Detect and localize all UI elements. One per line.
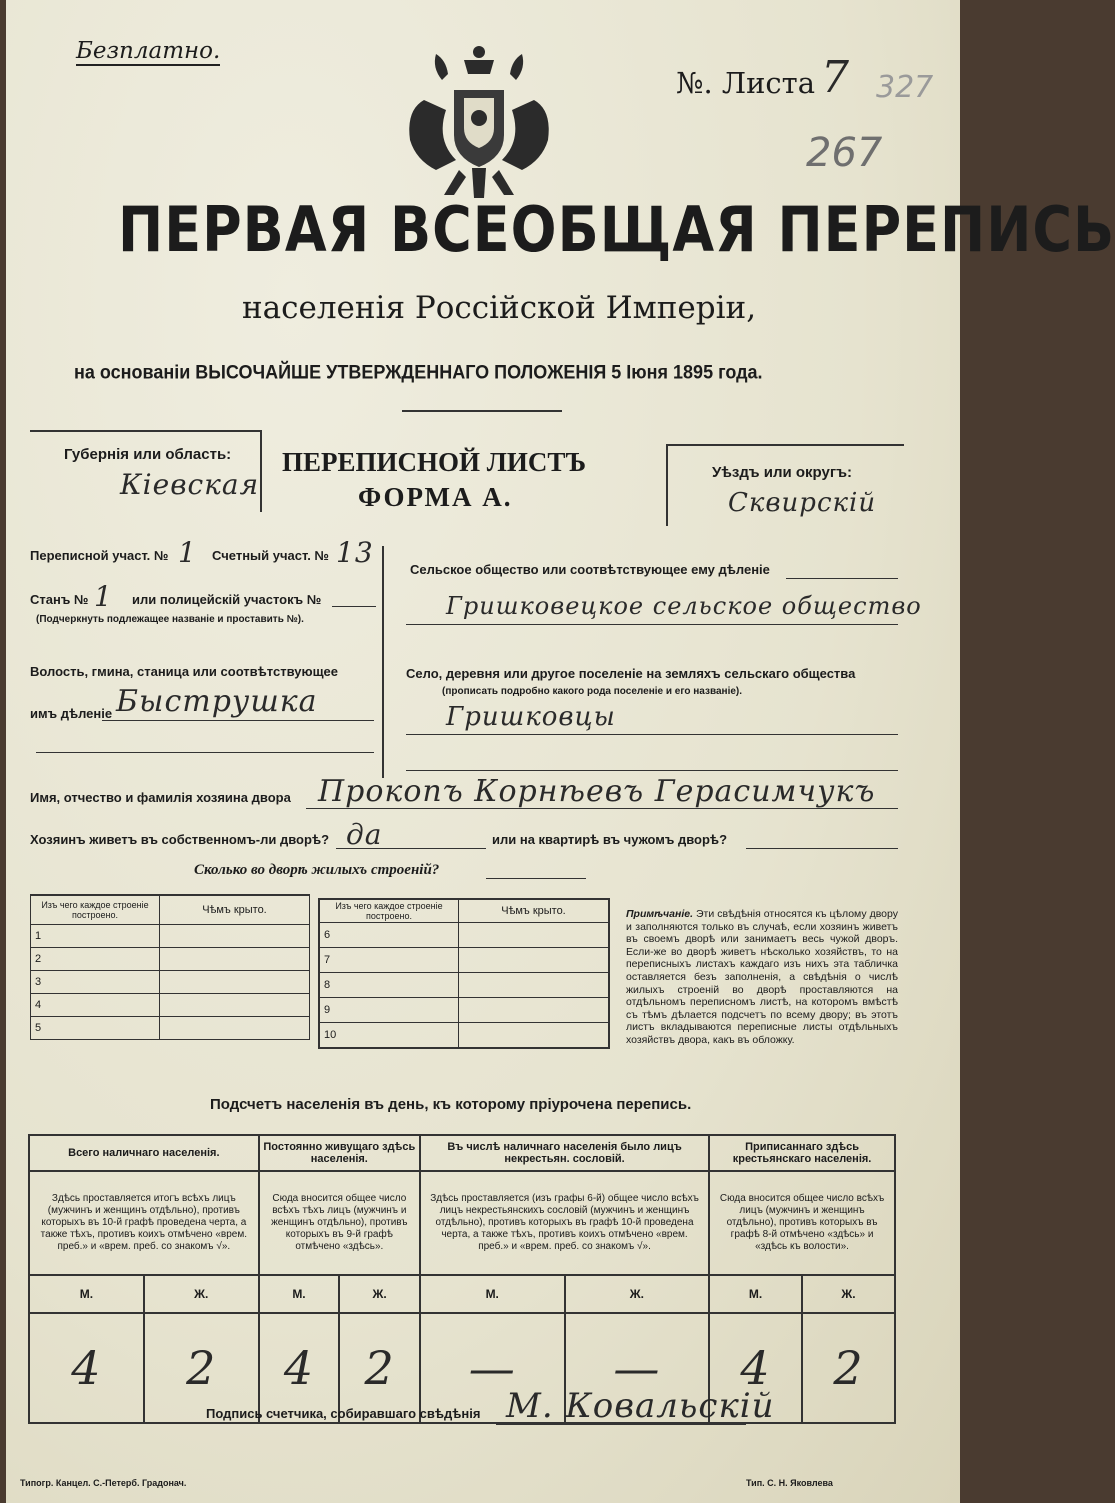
male-header: М. <box>259 1275 340 1313</box>
female-header: Ж. <box>339 1275 420 1313</box>
female-header: Ж. <box>802 1275 895 1313</box>
sheet-number-handwritten: 7 <box>821 52 850 103</box>
sheet-number-pencil: 327 <box>876 70 934 105</box>
col-roof-header: Чѣмъ крыто. <box>459 899 610 923</box>
province-label: Губернія или область: <box>64 446 232 463</box>
census-section-value: 1 <box>178 536 197 569</box>
row-number: 8 <box>319 973 459 998</box>
col-permanent-desc: Сюда вносится общее число всѣхъ тѣхъ лицъ (мужчинъ и женщинъ отдѣльно), противъ которыхъ въ 9-й графѣ отмѣчено «здѣсь». <box>259 1171 420 1275</box>
form-title: ФОРМА А. <box>358 482 513 512</box>
registered-female-value: 2 <box>802 1313 895 1423</box>
field-divider <box>382 546 384 778</box>
volost-label: Волость, гмина, станица или соотвѣтствующее <box>30 664 339 679</box>
row-number: 4 <box>31 994 160 1017</box>
row-number: 6 <box>319 923 459 948</box>
own-yard-value: да <box>346 818 383 851</box>
col-nonpeasant-title: Въ числѣ наличнаго населенія было лицъ некрестьян. сословій. <box>420 1135 709 1171</box>
population-heading: Подсчетъ населенія въ день, къ которому пріурочена перепись. <box>210 1096 692 1113</box>
permanent-female-value: 2 <box>339 1313 420 1423</box>
village-label: Село, деревня или другое поселеніе на земляхъ сельскаго общества <box>406 666 856 681</box>
society-label: Сельское общество или соотвѣтствующее ему дѣленіе <box>410 562 770 577</box>
society-value: Гришковецкое сельское общество <box>446 592 922 620</box>
col-built-header: Изъ чего каждое строеніе построено. <box>31 895 160 925</box>
division-value: Быструшка <box>116 684 318 719</box>
signature-value: М. Ковальскій <box>506 1386 775 1426</box>
village-value: Гришковцы <box>446 702 616 732</box>
district-label: Уѣздъ или округъ: <box>712 464 853 481</box>
stan-label: Станъ № <box>30 592 89 607</box>
buildings-table-right <box>318 898 610 1049</box>
row-number: 10 <box>319 1023 459 1049</box>
division-label: имъ дѣленіе <box>30 706 113 721</box>
census-sheet <box>6 0 1115 1503</box>
stan-value: 1 <box>94 580 113 613</box>
signature-label: Подпись счетчика, собиравшаго свѣдѣнія <box>206 1406 481 1421</box>
owner-name-label: Имя, отчество и фамилія хозяина двора <box>30 790 291 805</box>
population-table <box>28 1134 896 1424</box>
village-note: (прописать подробно какого рода поселеніе и его названіе). <box>442 686 743 697</box>
rent-label: или на квартирѣ въ чужомъ дворѣ? <box>492 832 728 847</box>
footer-right: Тип. С. Н. Яковлева <box>746 1478 833 1488</box>
col-built-header: Изъ чего каждое строеніе построено. <box>319 899 459 923</box>
registered-male-value: 4 <box>709 1313 802 1423</box>
col-roof-header: Чѣмъ крыто. <box>160 895 310 925</box>
row-number: 3 <box>31 971 160 994</box>
permanent-male-value: 4 <box>259 1313 340 1423</box>
total-male-value: 4 <box>29 1313 144 1423</box>
basis-line: на основаніи ВЫСОЧАЙШЕ УТВЕРЖДЕННАГО ПОЛОЖЕНІЯ 5 Іюня 1895 года. <box>74 360 763 383</box>
title-divider <box>402 410 562 412</box>
row-number: 2 <box>31 948 160 971</box>
province-box <box>30 430 262 512</box>
main-title: ПЕРВАЯ ВСЕОБЩАЯ ПЕРЕПИСЬ <box>118 193 1115 266</box>
imperial-eagle-emblem <box>404 40 554 205</box>
district-value: Сквирскій <box>728 488 877 518</box>
sheet-number-label: №. Листа <box>676 66 815 100</box>
subtitle: населенія Россійской Имперіи, <box>242 290 757 326</box>
row-number: 9 <box>319 998 459 1023</box>
district-box <box>666 444 904 526</box>
male-header: М. <box>709 1275 802 1313</box>
census-section-label: Переписной участ. № <box>30 548 169 563</box>
note-title: Примѣчаніе. <box>626 908 694 920</box>
male-header: М. <box>420 1275 565 1313</box>
own-yard-label: Хозяинъ живетъ въ собственномъ-ли дворѣ? <box>30 832 330 847</box>
list-title: ПЕРЕПИСНОЙ ЛИСТЪ <box>282 447 587 477</box>
col-registered-title: Приписаннаго здѣсь крестьянскаго населенія. <box>709 1135 895 1171</box>
total-female-value: 2 <box>144 1313 259 1423</box>
note-text: Эти свѣдѣнія относятся къ цѣлому двору и заполняются только въ случаѣ, если хозяинъ живетъ въ своемъ дворѣ или занимаетъ весь чужой дворъ. Если-же во дворѣ живетъ нѣсколько хозяйствъ, то на переписныхъ листахъ каждаго изъ нихъ эта табличка оставляется безъ заполненія, а свѣдѣнія о числѣ жилыхъ строеній во дворѣ проставляются на отдѣльномъ переписномъ листѣ, на которомъ вмѣстѣ съ тѣмъ дѣлается подсчетъ по всему двору; въ этотъ листъ вкладываются переписные листы отдѣльныхъ хозяйствъ двора, какъ въ обложку. <box>626 908 898 1046</box>
row-number: 1 <box>31 925 160 948</box>
col-permanent-title: Постоянно живущаго здѣсь населенія. <box>259 1135 420 1171</box>
underline-note: (Подчеркнуть подлежащее названіе и проставить №). <box>36 614 304 625</box>
col-nonpeasant-desc: Здѣсь проставляется (изъ графы 6-й) общее число всѣхъ лицъ некрестьянскихъ сословій (мужчинъ и женщинъ отдѣльно), противъ которыхъ въ графѣ 10-й проведена черта, а также тѣхъ, противъ коихъ отмѣчено «врем. преб.» и «врем. преб. со знакомъ √». <box>420 1171 709 1275</box>
pencil-note: 267 <box>806 130 883 176</box>
nonpeasant-female-value: — <box>565 1313 710 1423</box>
male-header: М. <box>29 1275 144 1313</box>
free-label: Безплатно. <box>76 38 221 64</box>
count-section-label: Счетный участ. № <box>212 548 329 563</box>
col-total-title: Всего наличнаго населенія. <box>29 1135 259 1171</box>
col-registered-desc: Сюда вносится общее число всѣхъ лицъ (мужчинъ и женщинъ отдѣльно), противъ которыхъ въ графѣ 8-й отмѣчено «здѣсь» и «здѣсь къ волости». <box>709 1171 895 1275</box>
female-header: Ж. <box>565 1275 710 1313</box>
col-total-desc: Здѣсь проставляется итогъ всѣхъ лицъ (мужчинъ и женщинъ отдѣльно), противъ которыхъ въ 10-й графѣ проведена черта, а также тѣхъ, противъ коихъ отмѣчено «врем. преб.» и «врем. преб. со знакомъ √». <box>29 1171 259 1275</box>
nonpeasant-male-value: — <box>420 1313 565 1423</box>
police-label: или полицейскій участокъ № <box>132 592 322 607</box>
row-number: 5 <box>31 1017 160 1040</box>
buildings-table-left <box>30 894 310 1040</box>
count-section-value: 13 <box>336 536 374 569</box>
owner-name-value: Прокопъ Корнѣевъ Герасимчукъ <box>318 774 876 809</box>
row-number: 7 <box>319 948 459 973</box>
female-header: Ж. <box>144 1275 259 1313</box>
province-value: Кіевская <box>120 468 260 501</box>
footer-left: Типогр. Канцел. С.-Петерб. Градонач. <box>20 1478 187 1488</box>
buildings-question: Сколько во дворѣ жилыхъ строеній? <box>194 862 440 878</box>
note-block <box>626 908 898 1047</box>
